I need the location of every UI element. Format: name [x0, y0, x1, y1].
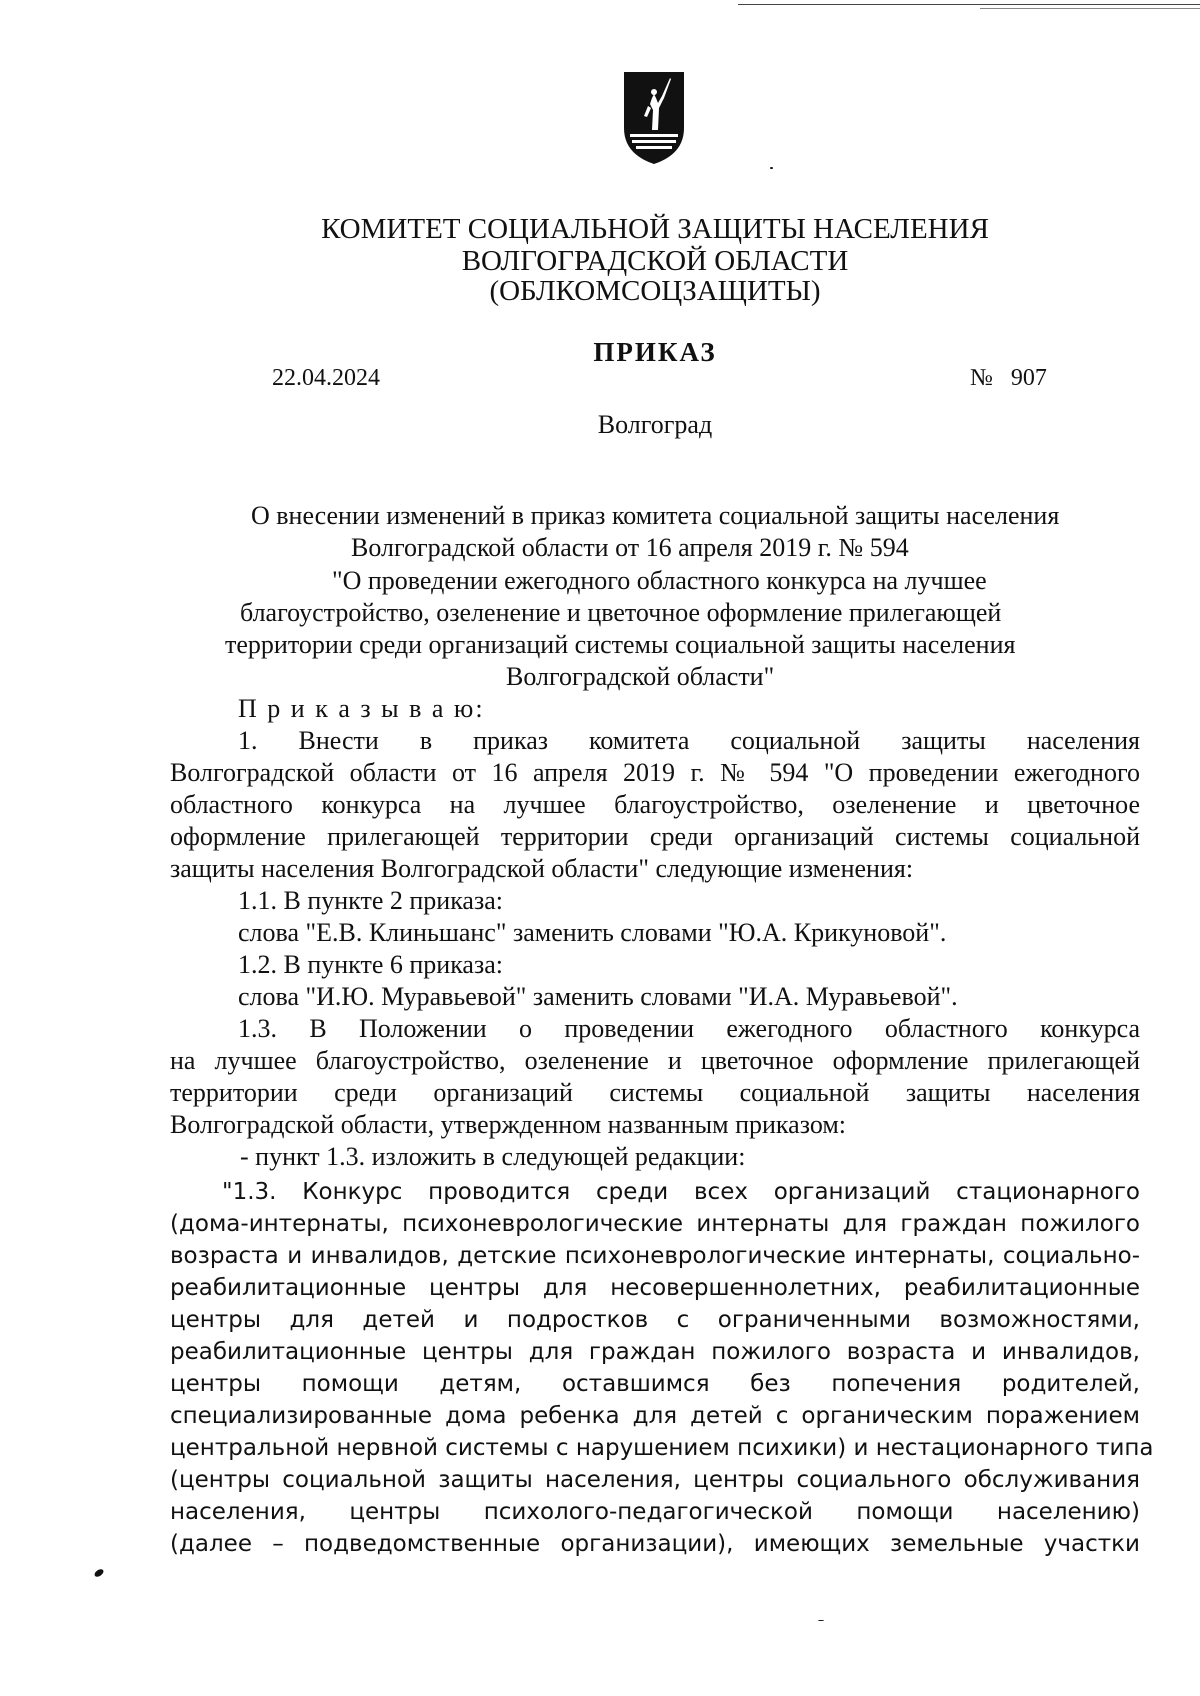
org-name-line3: (ОБЛКОМСОЦЗАЩИТЫ) [489, 275, 821, 307]
quote-line-9: центральной нервной системы с нарушением психики) и нестационарного типа [170, 1435, 1154, 1461]
title-line-4: благоустройство, озеленение и цветочное оформление прилегающей [240, 598, 1002, 627]
document-type: ПРИКАЗ [593, 337, 717, 367]
p12-text: слова "И.Ю. Муравьевой" заменить словами "И.А. Муравьевой". [238, 982, 958, 1011]
p1-line-1: 1. Внести в приказ комитета социальной защиты населения [238, 726, 1140, 755]
title-line-1: О внесении изменений в приказ комитета социальной защиты населения [251, 501, 1060, 530]
scan-speck [770, 167, 773, 169]
quote-line-7: центры помощи детям, оставшимся без попечения родителей, [170, 1371, 1140, 1397]
document-date: 22.04.2024 [272, 365, 380, 391]
quote-line-3: возраста и инвалидов, детские психоневрологические интернаты, социально- [170, 1243, 1140, 1269]
quote-line-11: населения, центры психолого-педагогической помощи населению) [170, 1499, 1140, 1525]
top-scan-line-2 [980, 8, 1200, 9]
p13-line-1: 1.3. В Положении о проведении ежегодного областного конкурса [238, 1014, 1140, 1043]
quote-line-5: центры для детей и подростков с ограниченными возможностями, [170, 1307, 1140, 1333]
quote-line-12: (далее – подведомственные организации), имеющих земельные участки [170, 1531, 1140, 1557]
p13-line-4: Волгоградской области, утвержденном названным приказом: [170, 1110, 846, 1139]
scan-speck [818, 1620, 824, 1621]
document-city: Волгоград [597, 410, 713, 439]
scan-speck [93, 1568, 105, 1579]
p1-line-3: областного конкурса на лучшее благоустройство, озеленение и цветочное [170, 790, 1140, 819]
p13-line-2: на лучшее благоустройство, озеленение и цветочное оформление прилегающей [170, 1046, 1140, 1075]
title-line-3: "О проведении ежегодного областного конкурса на лучшее [332, 566, 987, 595]
document-number: № 907 [970, 365, 1047, 391]
p11-heading: 1.1. В пункте 2 приказа: [238, 886, 504, 915]
volgograd-coat-of-arms-icon [622, 70, 686, 166]
title-line-6: Волгоградской области" [506, 662, 775, 691]
p1-line-4: оформление прилегающей территории среди организаций системы социальной [170, 822, 1140, 851]
p12-heading: 1.2. В пункте 6 приказа: [238, 950, 504, 979]
p11-text: слова "Е.В. Клиньшанс" заменить словами "Ю.А. Крикуновой". [238, 918, 947, 947]
quote-line-2: (дома-интернаты, психоневрологические интернаты для граждан пожилого [170, 1211, 1140, 1237]
quote-line-10: (центры социальной защиты населения, центры социального обслуживания [170, 1467, 1140, 1493]
order-word: П р и к а з ы в а ю: [238, 694, 485, 723]
title-line-2: Волгоградской области от 16 апреля 2019 г. № 594 [351, 533, 909, 562]
p13-line-3: территории среди организаций системы социальной защиты населения [170, 1078, 1140, 1107]
top-scan-line [738, 4, 1200, 5]
quote-line-6: реабилитационные центры для граждан пожилого возраста и инвалидов, [170, 1339, 1140, 1365]
org-name-line1: КОМИТЕТ СОЦИАЛЬНОЙ ЗАЩИТЫ НАСЕЛЕНИЯ [321, 213, 989, 245]
title-line-5: территории среди организаций системы социальной защиты населения [225, 630, 1016, 659]
quote-line-4: реабилитационные центры для несовершеннолетних, реабилитационные [170, 1275, 1140, 1301]
org-name-line2: ВОЛГОГРАДСКОЙ ОБЛАСТИ [461, 245, 849, 277]
p1-line-5: защиты населения Волгоградской области" следующие изменения: [170, 854, 914, 883]
p13-item: - пункт 1.3. изложить в следующей редакции: [240, 1142, 746, 1171]
quote-line-8: специализированные дома ребенка для детей с органическим поражением [170, 1403, 1140, 1429]
quote-line-1: "1.3. Конкурс проводится среди всех организаций стационарного [222, 1179, 1140, 1205]
p1-line-2: Волгоградской области от 16 апреля 2019 г. № 594 "О проведении ежегодного [170, 758, 1140, 787]
